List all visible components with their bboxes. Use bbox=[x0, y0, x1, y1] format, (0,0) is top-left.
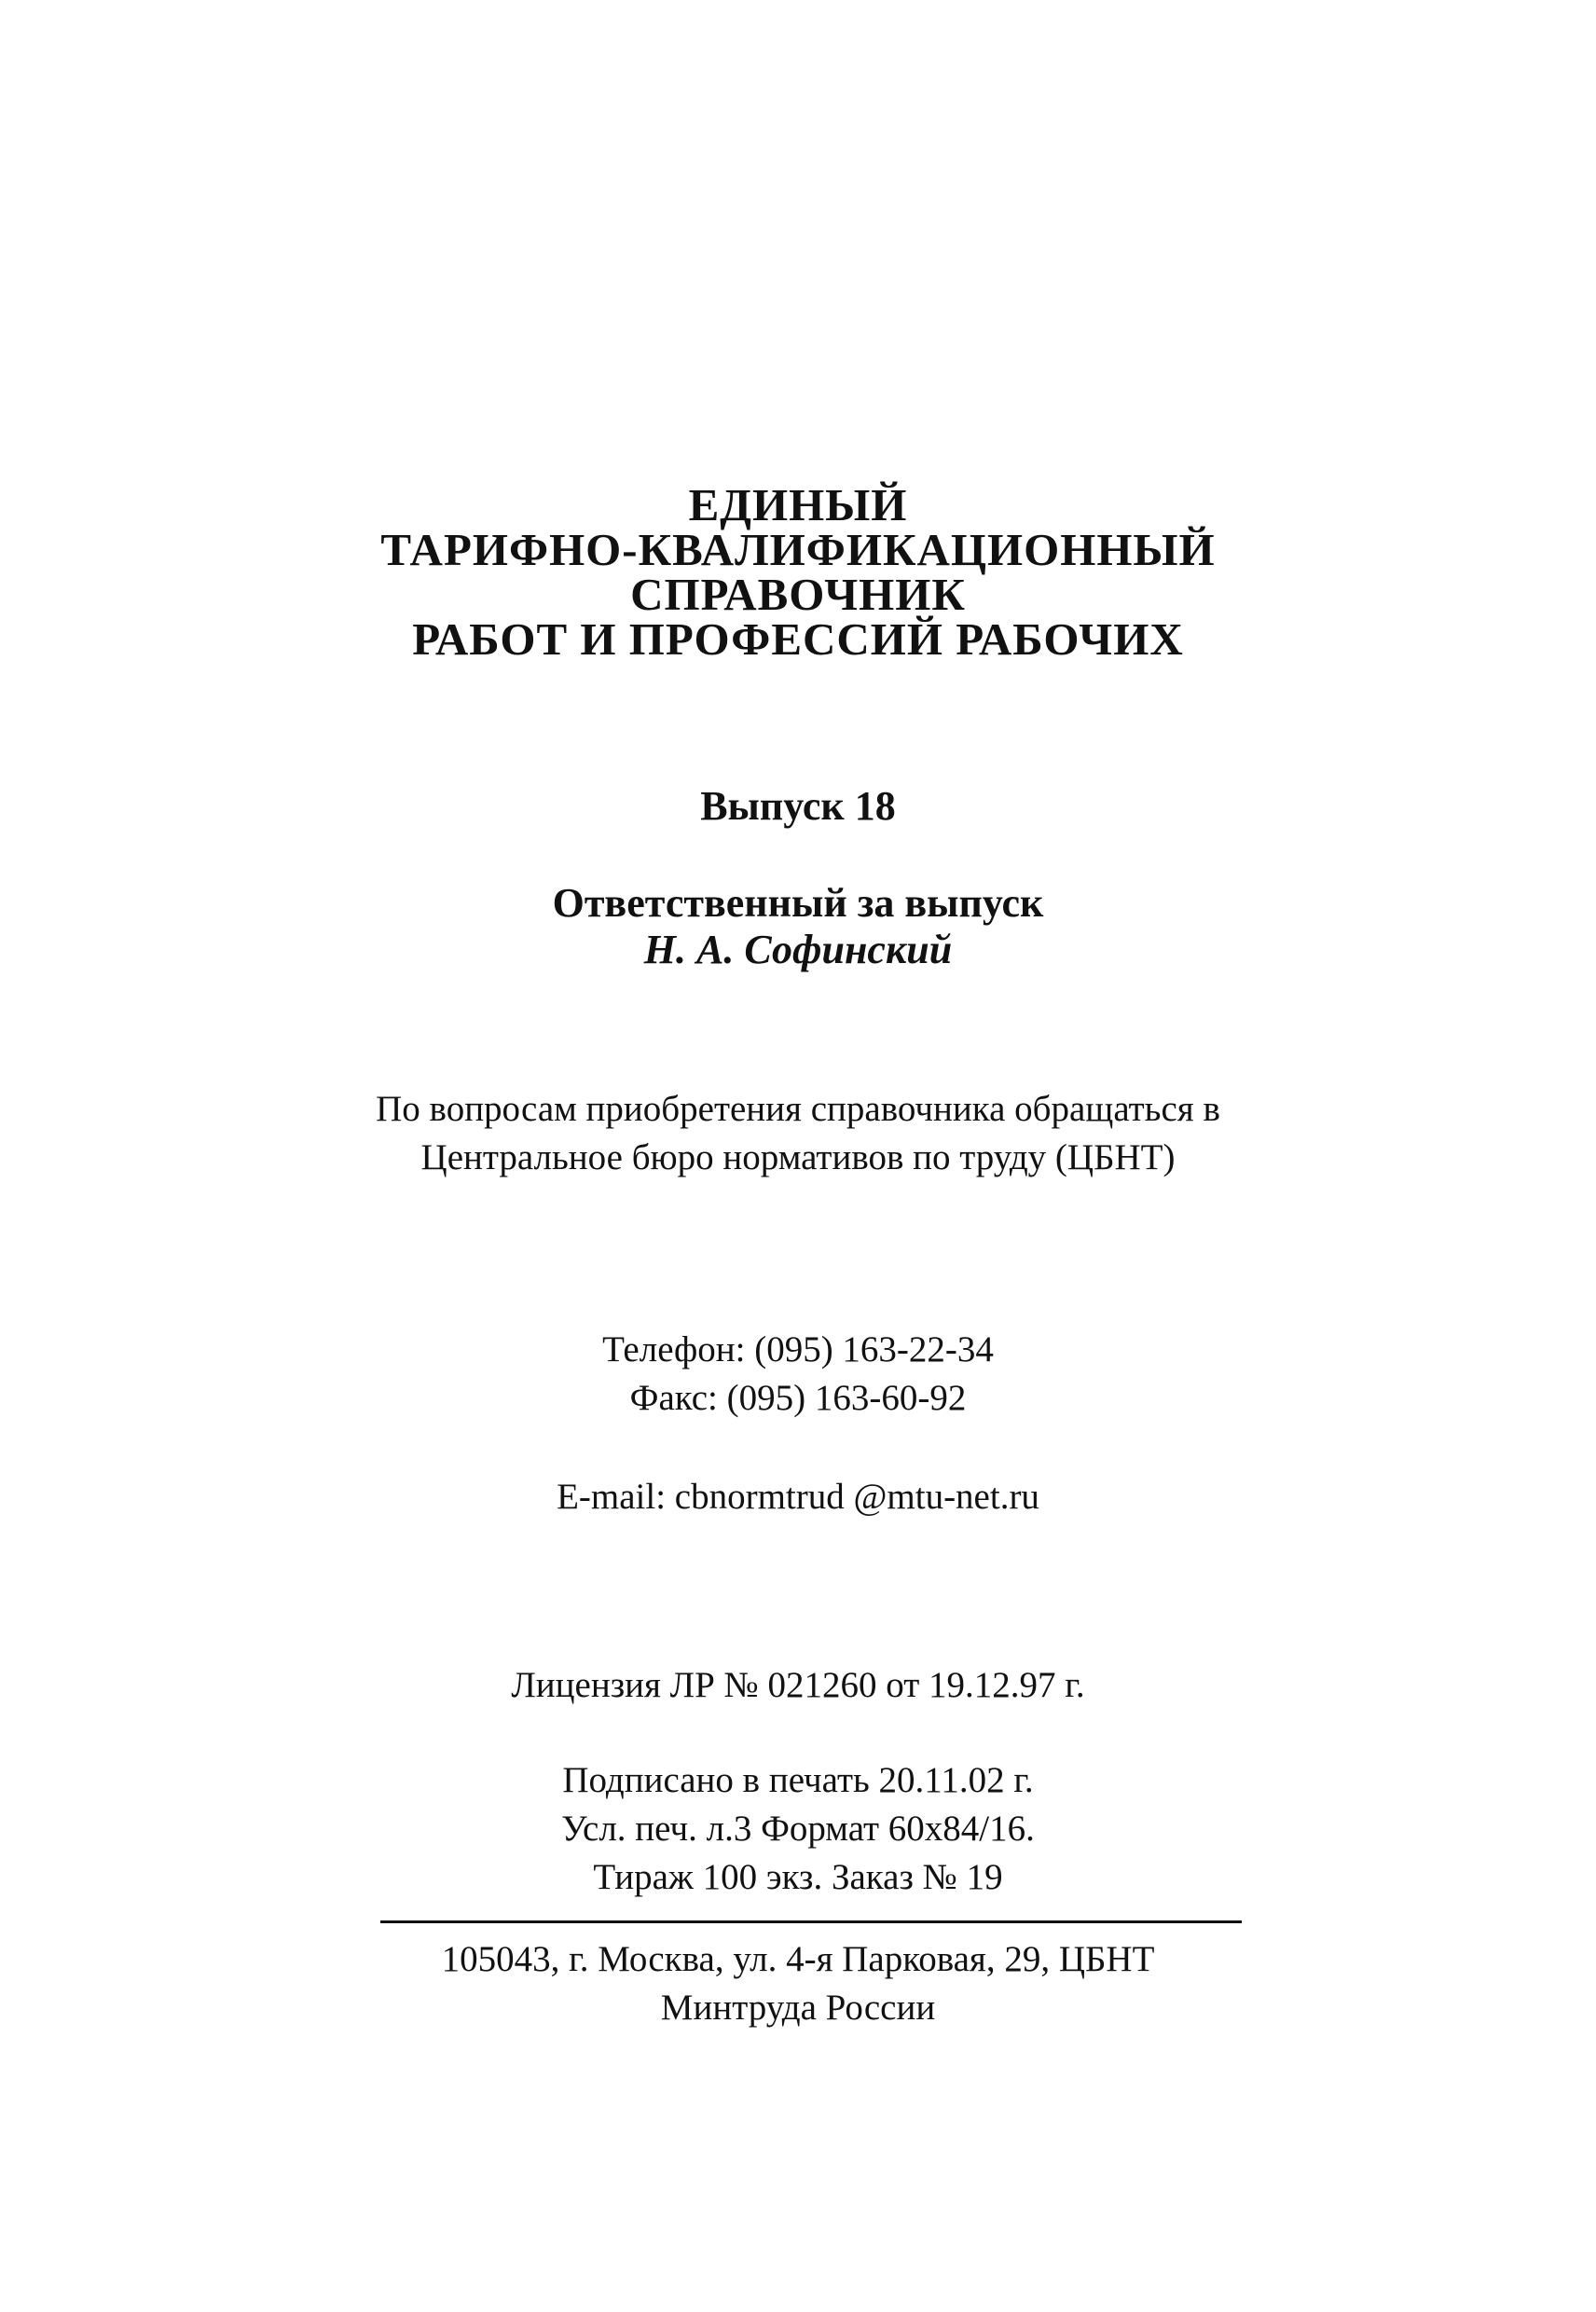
fax-number: Факс: (095) 163-60-92 bbox=[629, 1378, 967, 1418]
print-format: Усл. печ. л.3 Формат 60х84/16. bbox=[561, 1809, 1035, 1849]
license-info: Лицензия ЛР № 021260 от 19.12.97 г. bbox=[511, 1665, 1085, 1705]
editor-name: Н. А. Софинский bbox=[643, 927, 953, 972]
publisher-address bbox=[332, 1935, 1264, 2032]
printing-details bbox=[332, 1756, 1264, 1902]
purchase-inquiry bbox=[332, 1085, 1264, 1182]
contact-numbers bbox=[332, 1326, 1264, 1423]
print-run: Тираж 100 экз. Заказ № 19 bbox=[593, 1857, 1003, 1897]
editor-role: Ответственный за выпуск bbox=[552, 880, 1044, 926]
title-line-1: ЕДИНЫЙ bbox=[688, 479, 908, 530]
inquiry-line-1: По вопросам приобретения справочника обращаться в bbox=[376, 1089, 1220, 1129]
title-line-4: РАБОТ И ПРОФЕССИЙ РАБОЧИХ bbox=[412, 613, 1184, 665]
address-line-1: 105043, г. Москва, ул. 4-я Парковая, 29, ЦБНТ bbox=[441, 1939, 1155, 1979]
phone-number: Телефон: (095) 163-22-34 bbox=[602, 1329, 994, 1369]
email-address: E-mail: cbnormtrud @mtu-net.ru bbox=[557, 1477, 1039, 1517]
issue-number: Выпуск 18 bbox=[700, 783, 896, 829]
inquiry-line-2: Центральное бюро нормативов по труду (ЦБНТ) bbox=[420, 1137, 1176, 1177]
title-line-2: ТАРИФНО-КВАЛИФИКАЦИОННЫЙ bbox=[380, 524, 1216, 575]
responsible-editor bbox=[332, 880, 1264, 973]
address-line-2: Минтруда России bbox=[660, 1988, 936, 2028]
document-title bbox=[332, 479, 1264, 665]
signed-to-print: Подписано в печать 20.11.02 г. bbox=[562, 1760, 1034, 1800]
divider-line bbox=[380, 1920, 1242, 1923]
title-line-3: СПРАВОЧНИК bbox=[630, 569, 966, 620]
